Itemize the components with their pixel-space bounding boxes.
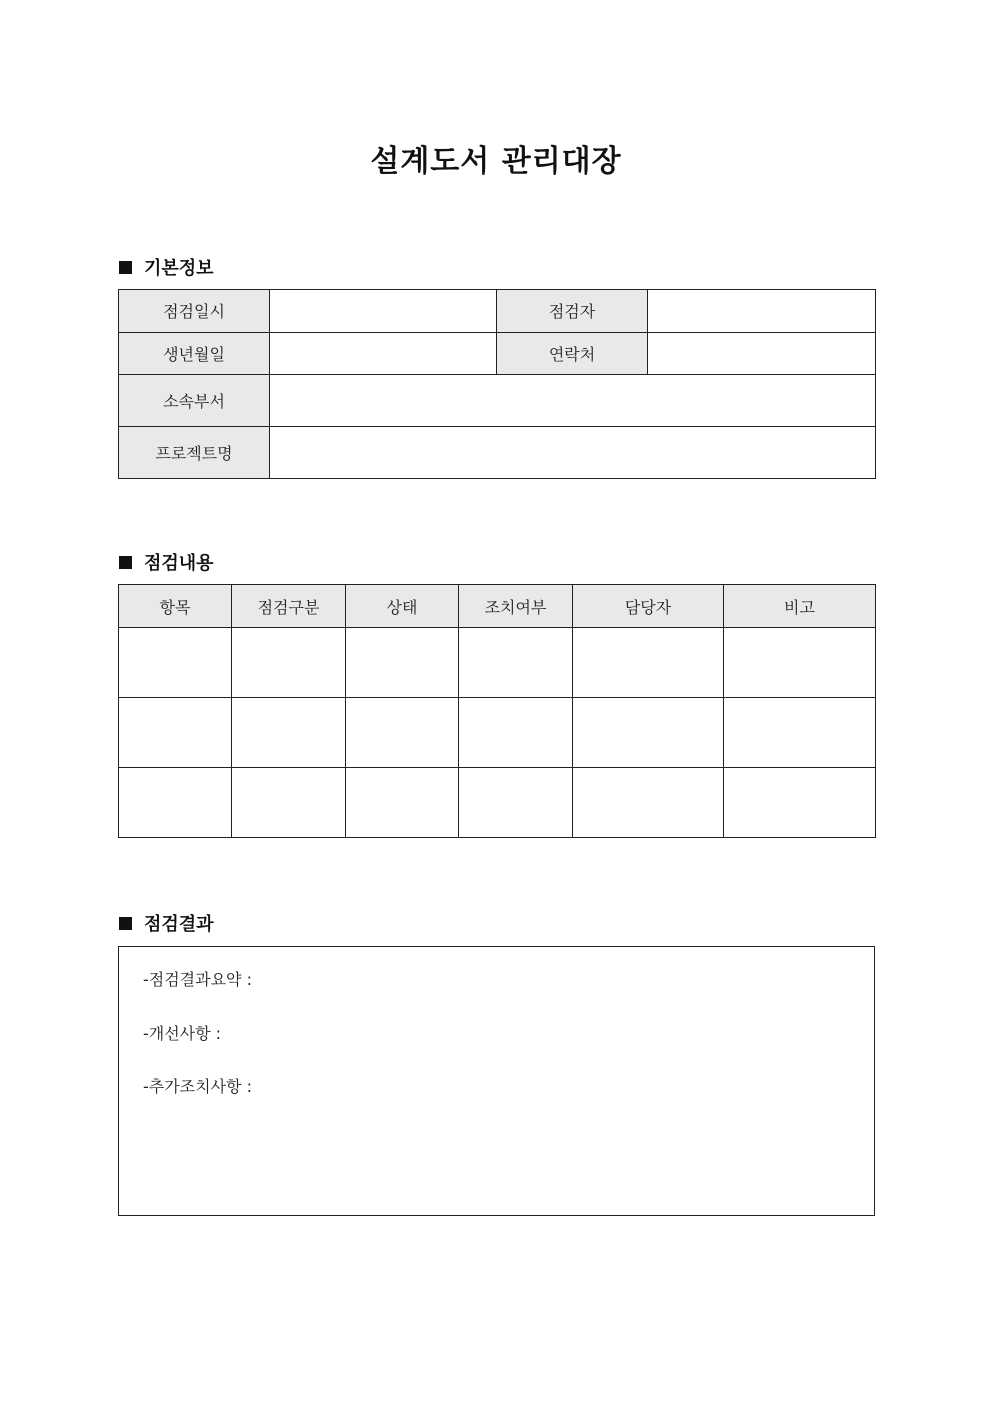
table-row xyxy=(119,768,876,838)
table-row xyxy=(119,290,876,333)
column-header-action-taken: 조치여부 xyxy=(459,585,573,628)
column-header-person-in-charge: 담당자 xyxy=(573,585,724,628)
table-cell[interactable] xyxy=(724,628,876,698)
table-row xyxy=(119,427,876,479)
additional-actions-label: -추가조치사항 : xyxy=(143,1077,252,1096)
table-cell[interactable] xyxy=(573,768,724,838)
inspector-label: 점검자 xyxy=(497,290,648,333)
inspection-content-table xyxy=(118,584,876,838)
basic-info-table xyxy=(118,289,876,479)
table-cell[interactable] xyxy=(724,768,876,838)
column-header-status: 상태 xyxy=(346,585,459,628)
column-header-item: 항목 xyxy=(119,585,232,628)
inspection-date-field[interactable] xyxy=(270,290,497,333)
table-cell[interactable] xyxy=(573,628,724,698)
inspection-result-box[interactable] xyxy=(118,946,875,1216)
table-cell[interactable] xyxy=(459,628,573,698)
project-name-label: 프로젝트명 xyxy=(119,427,270,479)
table-cell[interactable] xyxy=(119,628,232,698)
table-cell[interactable] xyxy=(459,698,573,768)
black-square-icon xyxy=(119,556,132,569)
column-header-inspection-type: 점검구분 xyxy=(232,585,346,628)
black-square-icon xyxy=(119,917,132,930)
table-cell[interactable] xyxy=(459,768,573,838)
table-cell[interactable] xyxy=(119,698,232,768)
table-cell[interactable] xyxy=(232,628,346,698)
inspector-field[interactable] xyxy=(648,290,876,333)
section-heading-label: 점검내용 xyxy=(144,553,214,574)
table-cell[interactable] xyxy=(573,698,724,768)
table-cell[interactable] xyxy=(232,768,346,838)
birth-date-field[interactable] xyxy=(270,332,497,375)
department-label: 소속부서 xyxy=(119,375,270,427)
table-cell[interactable] xyxy=(232,698,346,768)
contact-label: 연락처 xyxy=(497,332,648,375)
department-field[interactable] xyxy=(270,375,876,427)
section-heading-label: 기본정보 xyxy=(144,258,214,279)
table-cell[interactable] xyxy=(724,698,876,768)
table-header-row xyxy=(119,585,876,628)
table-cell[interactable] xyxy=(119,768,232,838)
section-heading-inspection-content xyxy=(119,549,214,575)
table-row xyxy=(119,628,876,698)
page-title: 설계도서 관리대장 xyxy=(370,144,622,179)
table-cell[interactable] xyxy=(346,698,459,768)
table-row xyxy=(119,332,876,375)
inspection-date-label: 점검일시 xyxy=(119,290,270,333)
improvements-label: -개선사항 : xyxy=(143,1024,222,1043)
project-name-field[interactable] xyxy=(270,427,876,479)
table-row xyxy=(119,375,876,427)
birth-date-label: 생년월일 xyxy=(119,332,270,375)
contact-field[interactable] xyxy=(648,332,876,375)
section-heading-label: 점검결과 xyxy=(144,914,214,935)
section-heading-inspection-result xyxy=(119,910,214,936)
black-square-icon xyxy=(119,261,132,274)
column-header-remarks: 비고 xyxy=(724,585,876,628)
table-cell[interactable] xyxy=(346,768,459,838)
result-summary-label: -점검결과요약 : xyxy=(143,970,252,989)
section-heading-basic-info xyxy=(119,254,214,280)
table-cell[interactable] xyxy=(346,628,459,698)
table-row xyxy=(119,698,876,768)
